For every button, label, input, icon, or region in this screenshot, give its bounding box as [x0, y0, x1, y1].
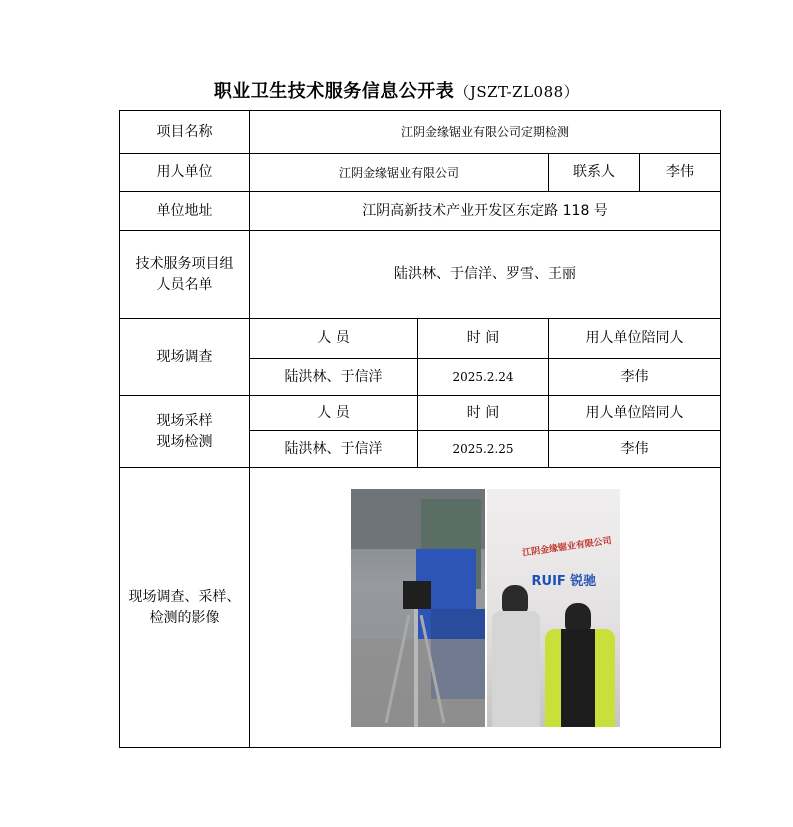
title-text: 职业卫生技术服务信息公开表 — [213, 81, 455, 102]
survey-col-escort: 用人单位陪同人 — [549, 319, 721, 359]
value-team: 陆洪林、于信洋、罗雪、王丽 — [250, 231, 721, 319]
label-sampling — [120, 396, 250, 468]
label-address: 单位地址 — [120, 192, 250, 231]
sampling-col-time: 时 间 — [418, 396, 549, 431]
sampling-escort: 李伟 — [549, 431, 721, 468]
survey-col-time: 时 间 — [418, 319, 549, 359]
sampling-col-escort: 用人单位陪同人 — [549, 396, 721, 431]
label-sampling-line2: 现场检测 — [156, 433, 213, 450]
label-images — [120, 468, 250, 748]
company-wall-text: 江阴金缘锯业有限公司 — [521, 535, 612, 559]
sampling-col-person: 人 员 — [250, 396, 418, 431]
value-project-name: 江阴金缘锯业有限公司定期检测 — [250, 111, 721, 154]
page-title — [0, 77, 793, 103]
label-employer: 用人单位 — [120, 154, 250, 192]
label-sampling-line1: 现场采样 — [156, 412, 213, 429]
survey-date: 2025.2.24 — [418, 359, 549, 396]
value-contact: 李伟 — [640, 154, 721, 192]
label-contact: 联系人 — [549, 154, 640, 192]
value-address: 江阴高新技术产业开发区东定路 118 号 — [250, 192, 721, 231]
survey-escort: 李伟 — [549, 359, 721, 396]
images-cell — [250, 468, 721, 748]
brand-wall-text: RUIF 锐驰 — [531, 573, 597, 589]
label-images-line1: 现场调查、采样、 — [128, 588, 241, 605]
sampling-equipment-photo — [351, 489, 485, 727]
staff-photo — [487, 489, 620, 727]
value-employer: 江阴金缘锯业有限公司 — [250, 154, 549, 192]
info-table — [119, 110, 721, 748]
label-survey: 现场调查 — [120, 319, 250, 396]
label-team-line2: 人员名单 — [156, 276, 213, 293]
survey-col-person: 人 员 — [250, 319, 418, 359]
title-code: （JSZT-ZL088） — [454, 83, 580, 101]
label-images-line2: 检测的影像 — [149, 609, 220, 626]
sampling-persons: 陆洪林、于信洋 — [250, 431, 418, 468]
sampling-date: 2025.2.25 — [418, 431, 549, 468]
photo-group — [351, 489, 620, 727]
label-team-line1: 技术服务项目组 — [135, 255, 234, 272]
label-project-name: 项目名称 — [120, 111, 250, 154]
label-team — [120, 231, 250, 319]
survey-persons: 陆洪林、于信洋 — [250, 359, 418, 396]
